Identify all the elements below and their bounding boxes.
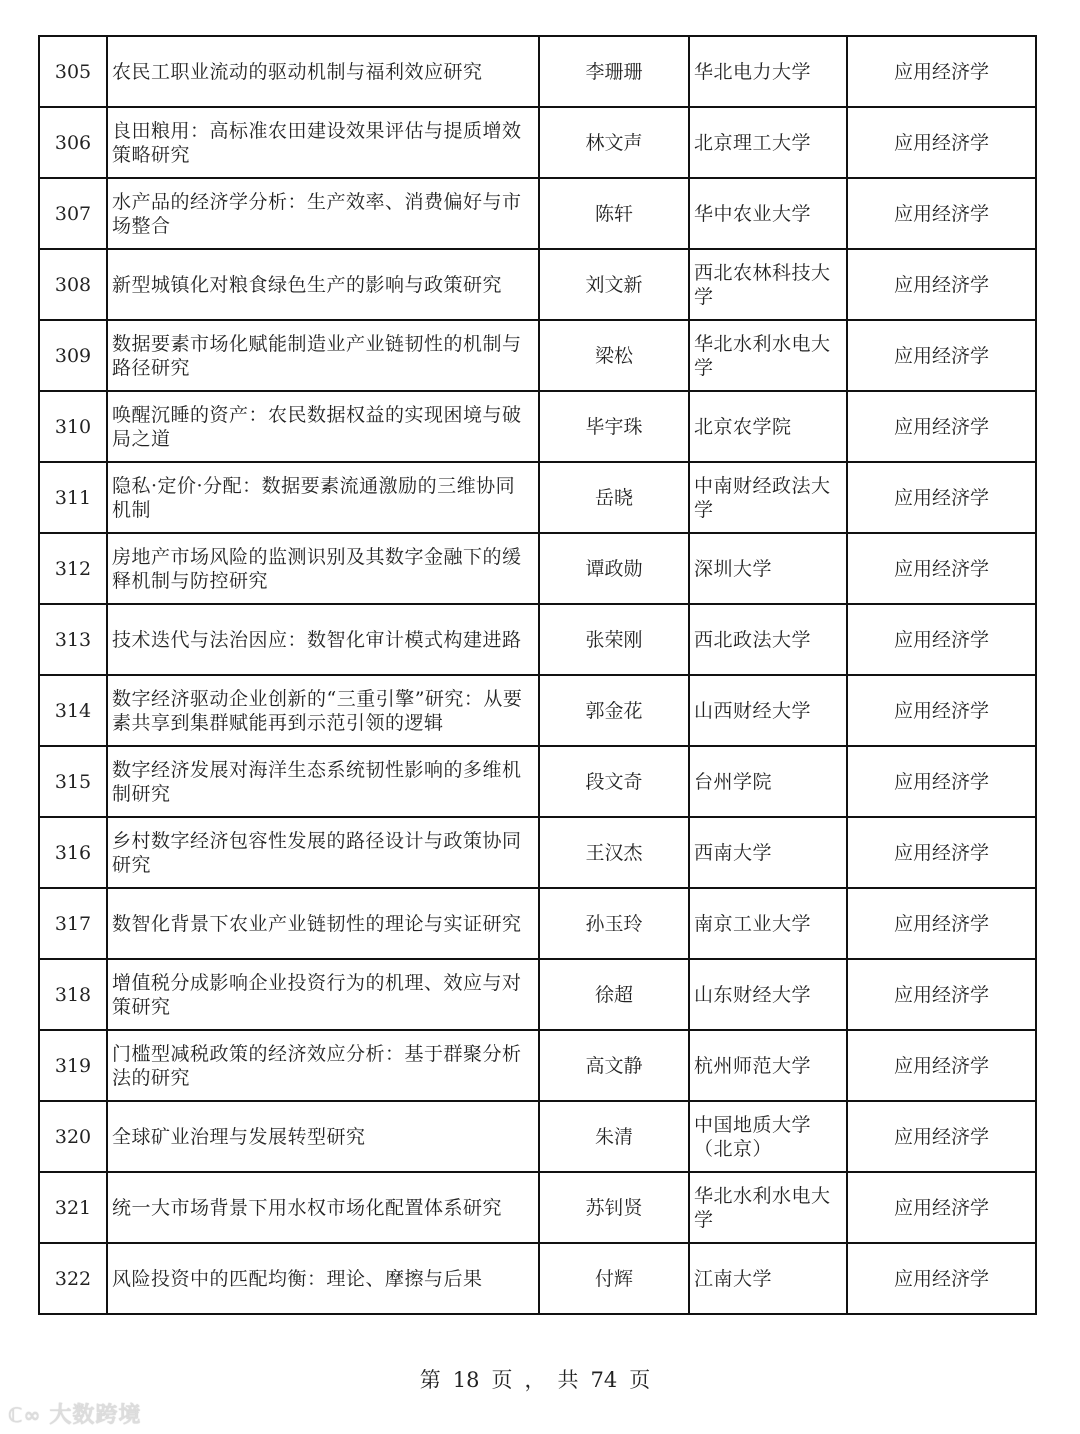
row-number-cell: 313: [39, 604, 107, 675]
project-title-cell: 数字经济发展对海洋生态系统韧性影响的多维机制研究: [107, 746, 539, 817]
watermark: [8, 1398, 141, 1429]
subject-cell: 应用经济学: [847, 533, 1036, 604]
subject-cell: 应用经济学: [847, 1030, 1036, 1101]
project-title-cell: 数据要素市场化赋能制造业产业链韧性的机制与路径研究: [107, 320, 539, 391]
row-number-cell: 315: [39, 746, 107, 817]
subject-cell: 应用经济学: [847, 249, 1036, 320]
row-number-cell: 305: [39, 36, 107, 107]
applicant-name-cell: 刘文新: [539, 249, 689, 320]
project-title-cell: 乡村数字经济包容性发展的路径设计与政策协同研究: [107, 817, 539, 888]
subject-cell: 应用经济学: [847, 320, 1036, 391]
table-row: [39, 391, 1036, 462]
table-row: [39, 178, 1036, 249]
table-row: [39, 320, 1036, 391]
applicant-name-cell: 郭金花: [539, 675, 689, 746]
subject-cell: 应用经济学: [847, 888, 1036, 959]
table-row: [39, 462, 1036, 533]
table-row: [39, 1101, 1036, 1172]
subject-cell: 应用经济学: [847, 746, 1036, 817]
subject-cell: 应用经济学: [847, 1243, 1036, 1314]
institution-cell: 华中农业大学: [689, 178, 847, 249]
subject-cell: 应用经济学: [847, 462, 1036, 533]
row-number-cell: 308: [39, 249, 107, 320]
applicant-name-cell: 付辉: [539, 1243, 689, 1314]
institution-cell: 西北农林科技大学: [689, 249, 847, 320]
table-row: [39, 888, 1036, 959]
table-row: [39, 36, 1036, 107]
watermark-logo-icon: ℂ∞: [8, 1403, 42, 1427]
subject-cell: 应用经济学: [847, 107, 1036, 178]
table-row: [39, 817, 1036, 888]
project-title-cell: 房地产市场风险的监测识别及其数字金融下的缓释机制与防控研究: [107, 533, 539, 604]
separator: ，: [524, 1368, 546, 1392]
subject-cell: 应用经济学: [847, 391, 1036, 462]
project-title-cell: 良田粮用：高标准农田建设效果评估与提质增效策略研究: [107, 107, 539, 178]
subject-cell: 应用经济学: [847, 817, 1036, 888]
row-number-cell: 322: [39, 1243, 107, 1314]
project-title-cell: 技术迭代与法治因应：数智化审计模式构建进路: [107, 604, 539, 675]
applicant-name-cell: 林文声: [539, 107, 689, 178]
institution-cell: 中国地质大学（北京）: [689, 1101, 847, 1172]
applicant-name-cell: 王汉杰: [539, 817, 689, 888]
project-title-cell: 水产品的经济学分析：生产效率、消费偏好与市场整合: [107, 178, 539, 249]
subject-cell: 应用经济学: [847, 675, 1036, 746]
subject-cell: 应用经济学: [847, 959, 1036, 1030]
subject-cell: 应用经济学: [847, 36, 1036, 107]
total-unit: 页: [629, 1368, 651, 1392]
institution-cell: 中南财经政法大学: [689, 462, 847, 533]
table-body: [39, 36, 1036, 1314]
applicant-name-cell: 高文静: [539, 1030, 689, 1101]
institution-cell: 北京农学院: [689, 391, 847, 462]
applicant-name-cell: 苏钊贤: [539, 1172, 689, 1243]
row-number-cell: 311: [39, 462, 107, 533]
institution-cell: 山西财经大学: [689, 675, 847, 746]
project-title-cell: 统一大市场背景下用水权市场化配置体系研究: [107, 1172, 539, 1243]
subject-cell: 应用经济学: [847, 1101, 1036, 1172]
institution-cell: 山东财经大学: [689, 959, 847, 1030]
institution-cell: 江南大学: [689, 1243, 847, 1314]
project-title-cell: 风险投资中的匹配均衡：理论、摩擦与后果: [107, 1243, 539, 1314]
table-row: [39, 1243, 1036, 1314]
applicant-name-cell: 岳晓: [539, 462, 689, 533]
institution-cell: 西南大学: [689, 817, 847, 888]
institution-cell: 杭州师范大学: [689, 1030, 847, 1101]
row-number-cell: 307: [39, 178, 107, 249]
applicant-name-cell: 谭政勋: [539, 533, 689, 604]
subject-cell: 应用经济学: [847, 604, 1036, 675]
total-prefix: 共: [557, 1368, 579, 1392]
applicant-name-cell: 张荣刚: [539, 604, 689, 675]
applicant-name-cell: 李珊珊: [539, 36, 689, 107]
page-unit: 页: [491, 1368, 513, 1392]
applicant-name-cell: 段文奇: [539, 746, 689, 817]
institution-cell: 南京工业大学: [689, 888, 847, 959]
row-number-cell: 312: [39, 533, 107, 604]
table-row: [39, 1172, 1036, 1243]
row-number-cell: 314: [39, 675, 107, 746]
table-row: [39, 1030, 1036, 1101]
institution-cell: 华北水利水电大学: [689, 320, 847, 391]
project-title-cell: 门槛型减税政策的经济效应分析：基于群聚分析法的研究: [107, 1030, 539, 1101]
project-title-cell: 农民工职业流动的驱动机制与福利效应研究: [107, 36, 539, 107]
table-row: [39, 249, 1036, 320]
institution-cell: 西北政法大学: [689, 604, 847, 675]
institution-cell: 北京理工大学: [689, 107, 847, 178]
table-row: [39, 746, 1036, 817]
applicant-name-cell: 徐超: [539, 959, 689, 1030]
project-title-cell: 全球矿业治理与发展转型研究: [107, 1101, 539, 1172]
institution-cell: 台州学院: [689, 746, 847, 817]
row-number-cell: 317: [39, 888, 107, 959]
row-number-cell: 309: [39, 320, 107, 391]
project-title-cell: 唤醒沉睡的资产：农民数据权益的实现困境与破局之道: [107, 391, 539, 462]
table-row: [39, 604, 1036, 675]
row-number-cell: 321: [39, 1172, 107, 1243]
institution-cell: 华北电力大学: [689, 36, 847, 107]
total-pages: 74: [590, 1368, 618, 1392]
row-number-cell: 320: [39, 1101, 107, 1172]
table-row: [39, 959, 1036, 1030]
row-number-cell: 310: [39, 391, 107, 462]
project-title-cell: 隐私·定价·分配：数据要素流通激励的三维协同机制: [107, 462, 539, 533]
page-footer: [0, 1364, 1070, 1394]
project-title-cell: 数智化背景下农业产业链韧性的理论与实证研究: [107, 888, 539, 959]
project-list-table: [38, 35, 1037, 1315]
row-number-cell: 318: [39, 959, 107, 1030]
row-number-cell: 319: [39, 1030, 107, 1101]
row-number-cell: 316: [39, 817, 107, 888]
applicant-name-cell: 陈轩: [539, 178, 689, 249]
institution-cell: 华北水利水电大学: [689, 1172, 847, 1243]
applicant-name-cell: 梁松: [539, 320, 689, 391]
applicant-name-cell: 毕宇珠: [539, 391, 689, 462]
applicant-name-cell: 朱清: [539, 1101, 689, 1172]
row-number-cell: 306: [39, 107, 107, 178]
project-title-cell: 数字经济驱动企业创新的“三重引擎”研究：从要素共享到集群赋能再到示范引领的逻辑: [107, 675, 539, 746]
table-row: [39, 675, 1036, 746]
project-title-cell: 新型城镇化对粮食绿色生产的影响与政策研究: [107, 249, 539, 320]
page-number: 18: [452, 1368, 480, 1392]
institution-cell: 深圳大学: [689, 533, 847, 604]
watermark-text: 大数跨境: [49, 1403, 142, 1428]
project-title-cell: 增值税分成影响企业投资行为的机理、效应与对策研究: [107, 959, 539, 1030]
subject-cell: 应用经济学: [847, 1172, 1036, 1243]
applicant-name-cell: 孙玉玲: [539, 888, 689, 959]
subject-cell: 应用经济学: [847, 178, 1036, 249]
page-prefix: 第: [419, 1368, 441, 1392]
table-row: [39, 107, 1036, 178]
table-row: [39, 533, 1036, 604]
